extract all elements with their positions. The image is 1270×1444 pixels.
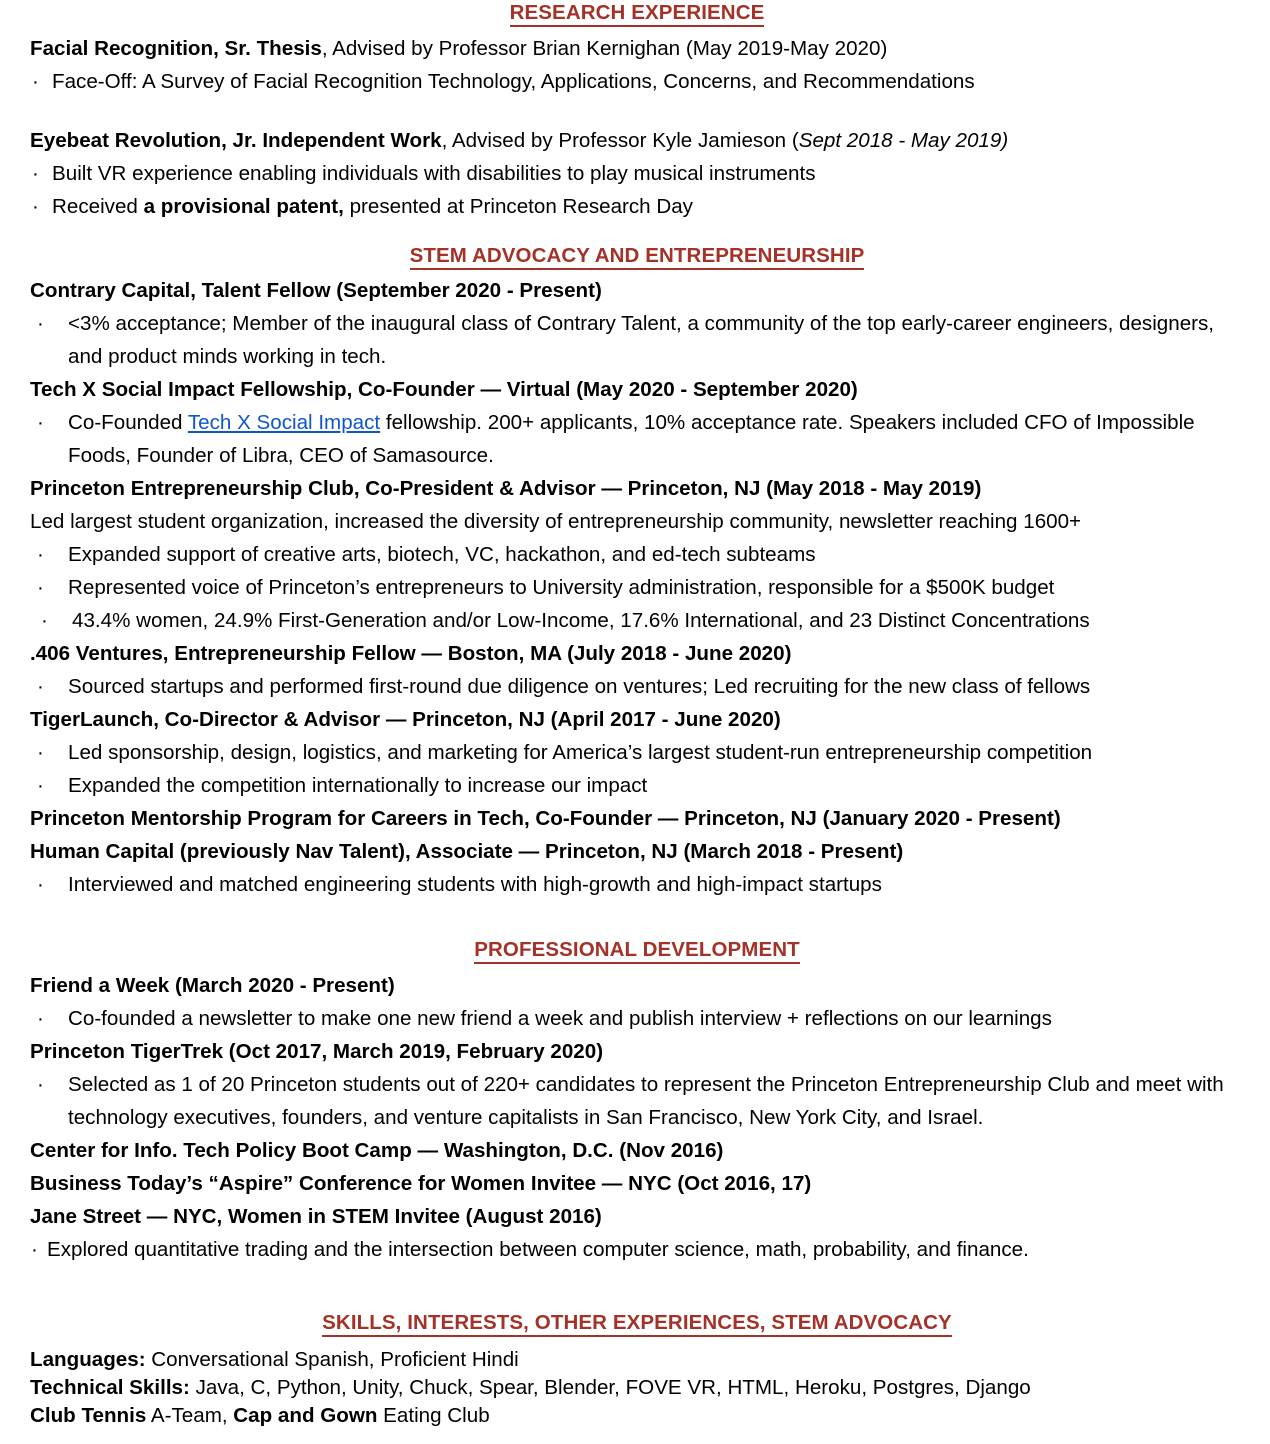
club-tennis-label: Club Tennis [30, 1403, 147, 1427]
section-heading-skills [30, 1310, 1244, 1336]
bullet-dot-icon: · [37, 1006, 44, 1030]
bullet-text: Interviewed and matched engineering students with high-growth and high-impact startups [68, 873, 882, 897]
bullet-vr-experience [30, 157, 1244, 190]
bullet-dot-icon: · [37, 741, 44, 765]
bullet-text-pre: Received [52, 194, 144, 218]
skills-languages-label: Languages: [30, 1347, 146, 1371]
bullet-text: <3% acceptance; Member of the inaugural class of Contrary Talent, a community of the top early-career engineers, designers, and product minds working in tech. [68, 312, 1215, 369]
skills-technical-label: Technical Skills: [30, 1375, 190, 1399]
skills-activities-row [30, 1402, 1244, 1430]
entry-title-facial-recognition [30, 32, 1244, 65]
bullet-text-post: fellowship. 200+ applicants, 10% acceptance rate. Speakers included CFO of Impossible Foods, Founder of Libra, CEO of Samasource. [68, 411, 1195, 468]
bullet-text: Explored quantitative trading and the intersection between computer science, math, probability, and finance. [47, 1237, 1029, 1261]
entry-title-rest: , Advised by Professor Brian Kernighan (May 2019-May 2020) [321, 36, 888, 60]
section-heading-professional [30, 937, 1244, 963]
bullet-face-off [30, 65, 1244, 98]
eating-club-label: Cap and Gown [233, 1403, 378, 1427]
bullet-eclub-subteams [30, 538, 1244, 571]
entry-title-human-capital: Human Capital (previously Nav Talent), Associate — Princeton, NJ (March 2018 - Present) [30, 840, 904, 864]
bullet-text: Co-founded a newsletter to make one new friend a week and publish interview + reflections on our learnings [68, 1006, 1052, 1030]
entry-title-jane-street: Jane Street — NYC, Women in STEM Invitee (August 2016) [30, 1204, 602, 1228]
bullet-text-bold: a provisional patent, [143, 194, 344, 218]
bullet-text: Built VR experience enabling individuals with disabilities to play musical instruments [52, 161, 816, 185]
bullet-text: Expanded support of creative arts, biotech, VC, hackathon, and ed-tech subteams [68, 543, 816, 567]
entry-title-eyebeat [30, 124, 1244, 157]
bullet-tigertrek-selection [30, 1068, 1244, 1134]
entry-subtitle-eclub: Led largest student organization, increased the diversity of entrepreneurship community, newsletter reaching 1600+ [30, 510, 1082, 534]
bullet-tigerlaunch-sponsorship [30, 736, 1244, 769]
bullet-contrary-acceptance [30, 307, 1244, 373]
bullet-text: 43.4% women, 24.9% First-Generation and/or Low-Income, 17.6% International, and 23 Distinct Concentrations [72, 609, 1090, 633]
section-heading-research [30, 0, 1244, 26]
entry-title-contrary-capital: Contrary Capital, Talent Fellow (September 2020 - Present) [30, 279, 602, 303]
entry-title-friend-a-week: Friend a Week (March 2020 - Present) [30, 973, 395, 997]
bullet-text: Expanded the competition internationally to increase our impact [68, 774, 648, 798]
bullet-text-post: presented at Princeton Research Day [343, 194, 693, 218]
bullet-text: Face-Off: A Survey of Facial Recognition Technology, Applications, Concerns, and Recommendations [52, 69, 975, 93]
bullet-eclub-budget [30, 571, 1244, 604]
bullet-dot-icon: · [37, 873, 44, 897]
bullet-dot-icon: · [37, 312, 44, 336]
bullet-dot-icon: · [37, 411, 44, 435]
bullet-dot-icon: · [41, 609, 48, 633]
link-tech-x-social-impact[interactable]: Tech X Social Impact [187, 411, 381, 435]
bullet-dot-icon: · [37, 543, 44, 567]
bullet-dot-icon: · [37, 675, 44, 699]
entry-title-tech-x-social-impact: Tech X Social Impact Fellowship, Co-Founder — Virtual (May 2020 - September 2020) [30, 378, 858, 402]
bullet-dot-icon: · [37, 576, 44, 600]
bullet-dot-icon: · [37, 1072, 44, 1096]
section-heading-professional-text: PROFESSIONAL DEVELOPMENT [474, 938, 800, 964]
entry-title-tigerlaunch: TigerLaunch, Co-Director & Advisor — Princeton, NJ (April 2017 - June 2020) [30, 708, 781, 732]
bullet-text: Selected as 1 of 20 Princeton students out of 220+ candidates to represent the Princeton Entrepreneurship Club and meet with technology executives, founders, and venture capitalists in San Francisco, New York City, and Israel. [68, 1072, 1224, 1129]
club-tennis-value: A-Team, [146, 1403, 234, 1427]
entry-title-bold: Eyebeat Revolution, Jr. Independent Work [30, 128, 442, 152]
section-heading-research-text: RESEARCH EXPERIENCE [510, 1, 765, 27]
bullet-dot-icon: · [32, 69, 39, 93]
entry-title-bold: Facial Recognition, Sr. Thesis [30, 36, 322, 60]
section-heading-stem-text: STEM ADVOCACY AND ENTREPRENEURSHIP [410, 244, 865, 270]
bullet-text-pre: Co-Founded [68, 411, 188, 435]
bullet-406-sourcing [30, 670, 1244, 703]
bullet-friend-a-week-newsletter [30, 1002, 1244, 1035]
bullet-dot-icon: · [31, 1237, 38, 1261]
bullet-dot-icon: · [37, 774, 44, 798]
section-heading-skills-text: SKILLS, INTERESTS, OTHER EXPERIENCES, STEM ADVOCACY [322, 1311, 952, 1337]
entry-title-aspire-conference: Business Today’s “Aspire” Conference for Women Invitee — NYC (Oct 2016, 17) [30, 1171, 812, 1195]
bullet-dot-icon: · [32, 161, 39, 185]
bullet-human-capital-matching [30, 868, 1244, 901]
entry-title-rest: , Advised by Professor Kyle Jamieson ( [441, 128, 799, 152]
section-heading-stem [30, 243, 1244, 269]
entry-title-406-ventures: .406 Ventures, Entrepreneurship Fellow — Boston, MA (July 2018 - June 2020) [30, 642, 792, 666]
bullet-tech-x-details [30, 406, 1244, 472]
bullet-dot-icon: · [32, 194, 39, 218]
entry-title-boot-camp: Center for Info. Tech Policy Boot Camp — Washington, D.C. (Nov 2016) [30, 1138, 724, 1162]
bullet-jane-street-quant [30, 1233, 1244, 1266]
entry-title-dates-italic: Sept 2018 - May 2019 [798, 128, 1002, 152]
entry-title-tigertrek: Princeton TigerTrek (Oct 2017, March 2019, February 2020) [30, 1039, 604, 1063]
bullet-tigerlaunch-international [30, 769, 1244, 802]
bullet-text: Represented voice of Princeton’s entrepreneurs to University administration, responsible for a $500K budget [68, 576, 1055, 600]
bullet-provisional-patent [30, 190, 1244, 223]
entry-title-tail: ) [1001, 128, 1009, 152]
skills-technical-value: Java, C, Python, Unity, Chuck, Spear, Blender, FOVE VR, HTML, Heroku, Postgres, Django [189, 1375, 1031, 1399]
bullet-text: Sourced startups and performed first-round due diligence on ventures; Led recruiting for the new class of fellows [68, 675, 1091, 699]
entry-title-mentorship-program: Princeton Mentorship Program for Careers in Tech, Co-Founder — Princeton, NJ (January 2020 - Present) [30, 807, 1061, 831]
bullet-text: Led sponsorship, design, logistics, and marketing for America’s largest student-run entrepreneurship competition [68, 741, 1093, 765]
skills-languages-row [30, 1346, 1244, 1374]
eating-club-value: Eating Club [377, 1403, 490, 1427]
bullet-eclub-demographics [30, 604, 1244, 637]
entry-title-eclub: Princeton Entrepreneurship Club, Co-President & Advisor — Princeton, NJ (May 2018 - May 2019) [30, 477, 982, 501]
skills-languages-value: Conversational Spanish, Proficient Hindi [145, 1347, 519, 1371]
skills-technical-row [30, 1374, 1244, 1402]
